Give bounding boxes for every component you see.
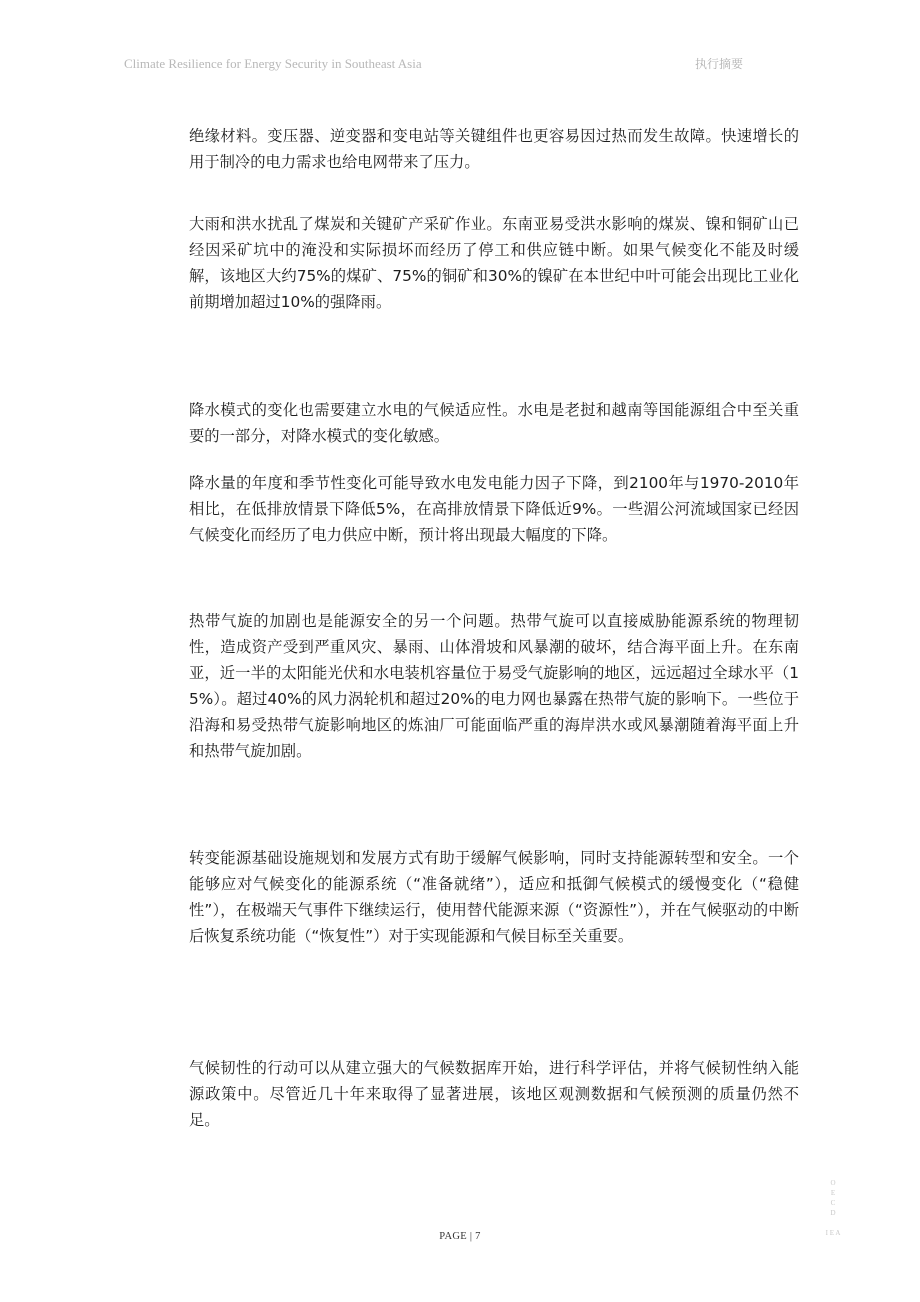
page-number: PAGE | 7 bbox=[439, 1231, 481, 1242]
paragraph-3: 降水模式的变化也需要建立水电的气候适应性。水电是老挝和越南等国能源组合中至关重要的一部分，对降水模式的变化敏感。 bbox=[189, 401, 799, 445]
report-title: Climate Resilience for Energy Security in Southeast Asia bbox=[124, 56, 422, 71]
paragraph-2: 大雨和洪水扰乱了煤炭和关键矿产采矿作业。东南亚易受洪水影响的煤炭、镍和铜矿山已经因采矿坑中的淹没和实际损坏而经历了停工和供应链中断。如果气候变化不能及时缓解，该地区大约75%的煤矿、75%的铜矿和30%的镍矿在本世纪中叶可能会出现比工业化前期增加超过10%的强降雨。 bbox=[189, 215, 799, 311]
paragraph-4: 降水量的年度和季节性变化可能导致水电发电能力因子下降，到2100年与1970-2010年相比，在低排放情景下降低5%，在高排放情景下降低近9%。一些湄公河流域国家已经因气候变化而经历了电力供应中断，预计将出现最大幅度的下降。 bbox=[189, 474, 799, 544]
paragraph-5: 热带气旋的加剧也是能源安全的另一个问题。热带气旋可以直接威胁能源系统的物理韧性，造成资产受到严重风灾、暴雨、山体滑坡和风暴潮的破坏，结合海平面上升。在东南亚，近一半的太阳能光伏和水电装机容量位于易受气旋影响的地区，远远超过全球水平（15%）。超过40%的风力涡轮机和超过20%的电力网也暴露在热带气旋的影响下。一些位于沿海和易受热带气旋影响地区的炼油厂可能面临严重的海岸洪水或风暴潮随着海平面上升和热带气旋加剧。 bbox=[189, 612, 799, 760]
paragraph-1: 绝缘材料。变压器、逆变器和变电站等关键组件也更容易因过热而发生故障。快速增长的用于制冷的电力需求也给电网带来了压力。 bbox=[189, 127, 799, 171]
section-title: 执行摘要 bbox=[695, 57, 744, 71]
paragraph-6: 转变能源基础设施规划和发展方式有助于缓解气候影响，同时支持能源转型和安全。一个能够应对气候变化的能源系统（“准备就绪”），适应和抵御气候模式的缓慢变化（“稳健性”），在极端天气事件下继续运行，使用替代能源来源（“资源性”），并在气候驱动的中断后恢复系统功能（“恢复性”）对于实现能源和气候目标至关重要。 bbox=[189, 849, 799, 945]
oecd-iea-watermark: O E C D I E A bbox=[825, 1179, 841, 1237]
paragraph-7: 气候韧性的行动可以从建立强大的气候数据库开始，进行科学评估，并将气候韧性纳入能源政策中。尽管近几十年来取得了显著进展，该地区观测数据和气候预测的质量仍然不足。 bbox=[189, 1059, 799, 1129]
